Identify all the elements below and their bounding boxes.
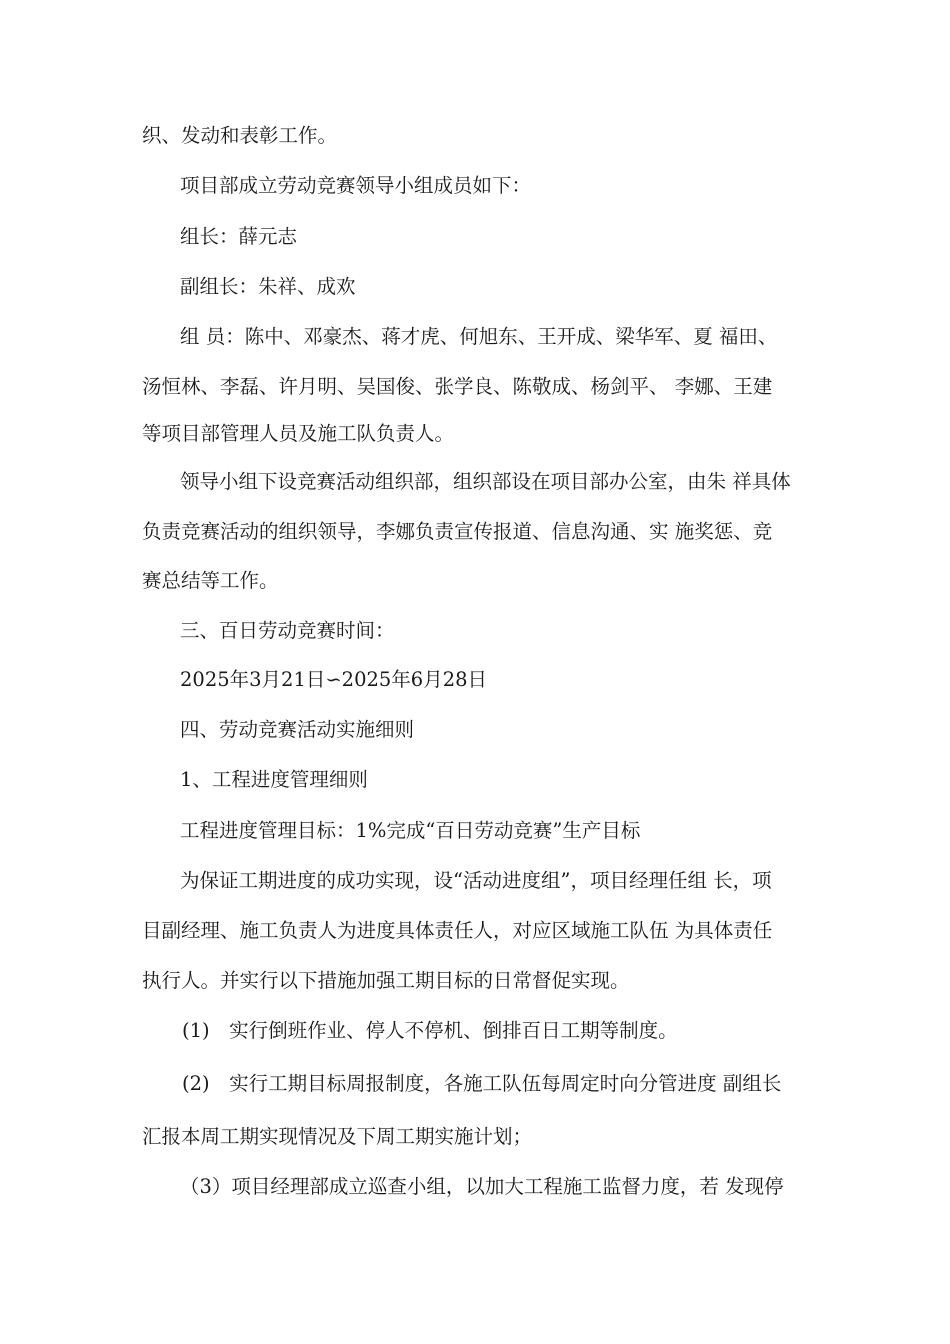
paragraph-line: 织、发动和表彰工作。 bbox=[142, 124, 338, 147]
paragraph-line: 汤恒林、李磊、许月明、吴国俊、张学良、陈敬成、杨剑平、 李娜、王建 bbox=[142, 375, 773, 398]
paragraph-line: 负责竞赛活动的组织领导，李娜负责宣传报道、信息沟通、实 施奖惩、竞 bbox=[142, 520, 773, 543]
paragraph-line: 组 员：陈中、邓豪杰、蒋才虎、何旭东、王开成、梁华军、夏 福田、 bbox=[180, 325, 778, 348]
paragraph-line: 领导小组下设竞赛活动组织部，组织部设在项目部办公室，由朱 祥具体 bbox=[180, 470, 791, 493]
date-range: 2025年3月21日∽2025年6月28日 bbox=[180, 668, 488, 691]
paragraph-line: 等项目部管理人员及施工队负责人。 bbox=[142, 422, 455, 445]
list-item: （3）项目经理部成立巡查小组，以加大工程施工监督力度，若 发现停 bbox=[180, 1175, 784, 1198]
list-item: (1) 实行倒班作业、停人不停机、倒排百日工期等制度。 bbox=[182, 1019, 678, 1042]
section-heading: 四、劳动竞赛活动实施细则 bbox=[180, 718, 415, 741]
paragraph-line: 赛总结等工作。 bbox=[142, 569, 279, 592]
section-heading: 三、百日劳动竞赛时间： bbox=[180, 619, 395, 642]
list-item: (2) 实行工期目标周报制度，各施工队伍每周定时向分管进度 副组长 bbox=[182, 1072, 782, 1095]
paragraph-line: 汇报本周工期实现情况及下周工期实施计划； bbox=[142, 1125, 533, 1148]
paragraph-line: 副组长：朱祥、成欢 bbox=[180, 275, 356, 298]
paragraph-line: 工程进度管理目标：1%完成“百日劳动竞赛”生产目标 bbox=[180, 819, 641, 842]
paragraph-line: 为保证工期进度的成功实现，设“活动进度组”，项目经理任组 长，项 bbox=[180, 869, 772, 892]
subsection-heading: 1、工程进度管理细则 bbox=[180, 768, 368, 791]
paragraph-line: 组长：薛元志 bbox=[180, 225, 298, 248]
paragraph-line: 目副经理、施工负责人为进度具体责任人，对应区域施工队伍 为具体责任 bbox=[142, 919, 773, 942]
paragraph-line: 执行人。并实行以下措施加强工期目标的日常督促实现。 bbox=[142, 969, 630, 992]
paragraph-line: 项目部成立劳动竞赛领导小组成员如下： bbox=[180, 174, 532, 197]
